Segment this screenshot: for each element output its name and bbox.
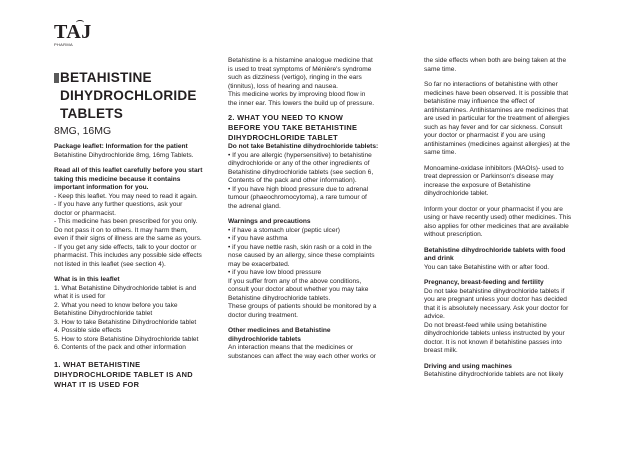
text-line: antihistamines (medicines against allergies) at the — [424, 140, 570, 148]
column-2 — [228, 57, 398, 361]
read-warning — [54, 167, 220, 193]
text-line: medicines have been observed. It is possible that — [424, 89, 569, 97]
intro-paragraph — [228, 57, 398, 108]
text-line: These groups of patients should be monitored by a — [228, 303, 377, 310]
keep-line: - If you have any further questions, ask your — [54, 201, 183, 208]
text-line: Betahistine dihydrochloride tablets (see section 6, — [228, 168, 374, 176]
text-line: that it is absolutely necessary. Ask your doctor for — [424, 304, 569, 312]
text-line: such as dizziness (vertigo), ringing in the ears — [228, 74, 362, 81]
text-line: An interaction means that the medicines or — [228, 344, 353, 351]
logo-mark: TAJ — [54, 21, 92, 43]
contents-item: what it is used for — [54, 293, 106, 300]
text-line: dihydrochloride tablets unless instructed by your — [424, 330, 565, 337]
keep-line: - Keep this leaflet. You may need to read it again. — [54, 192, 198, 200]
contents-item: 2. What you need to know before you take — [54, 301, 178, 309]
text-line: without prescription. — [424, 231, 483, 238]
text-line: tumour (phaeochromocytoma), a rare tumour of — [228, 194, 367, 201]
text-line: Betahistine dihydrochloride tablets are not likely — [424, 371, 564, 378]
text-line: Betahistine dihydrochloride tablets. — [228, 294, 331, 302]
pregnancy — [424, 279, 596, 356]
other-medicines — [228, 327, 398, 361]
text-line: breast milk. — [424, 347, 458, 354]
product-name: Betahistine Dihydrochloride 8mg, 16mg Tablets. — [54, 151, 194, 159]
paragraph — [424, 165, 596, 199]
logo-arc-icon — [76, 20, 84, 25]
text-line: consult your doctor about whether you may take — [228, 286, 369, 293]
text-line: Inform your doctor or your pharmacist if you are — [424, 205, 563, 213]
text-line: • if have a stomach ulcer (peptic ulcer) — [228, 226, 340, 234]
contents-item: 1. What Betahistine Dihydrochloride tablet is and — [54, 284, 197, 292]
taj-logo — [54, 22, 94, 52]
text-line: treat depression or Parkinson's disease may — [424, 173, 554, 180]
section-heading-line: 2. WHAT YOU NEED TO KNOW — [228, 113, 344, 122]
section-heading-line: DIHYDROCHLORIDE TABLET — [228, 133, 338, 142]
text-line: is used to treat symptoms of Ménière's syndrome — [228, 65, 372, 73]
text-line: using or have recently used) other medicines. This — [424, 214, 572, 221]
title-line: BETAHISTINE — [60, 70, 152, 85]
pregnancy-heading: Pregnancy, breast-feeding and fertility — [424, 279, 544, 286]
warnings-heading: Warnings and precautions — [228, 218, 311, 225]
text-line: nose caused by an allergy, since these complaints — [228, 252, 375, 259]
title-marker-icon — [54, 73, 59, 83]
page-title — [60, 69, 197, 123]
logo-sub: PHARMA — [54, 42, 73, 47]
title-line: DIHYDROCHLORIDE — [60, 88, 197, 103]
contents-item: 5. How to store Betahistine Dihydrochloride tablet — [54, 335, 199, 343]
text-line: Do not take betahistine dihydrochloride tablets if — [424, 287, 565, 295]
text-line: If you suffer from any of the above conditions, — [228, 277, 362, 285]
text-line: This medicine works by improving blood flow in — [228, 91, 366, 98]
text-line: dihydrochloride tablet. — [424, 190, 489, 197]
package-leaflet-heading: Package leaflet: Information for the patient — [54, 143, 188, 150]
text-line: such as hay fever and for car sickness. Consult — [424, 123, 563, 131]
keep-line: doctor or pharmacist. — [54, 209, 116, 217]
read-line: taking this medicine because it contains — [54, 175, 181, 183]
text-line: • If you are allergic (hypersensitive) to betahistine — [228, 151, 372, 159]
text-line: substances can affect the way each other works or — [228, 352, 376, 360]
text-line: antihistamines. Antihistamines are medicines that — [424, 106, 569, 114]
keep-line: even if their signs of illness are the same as yours. — [54, 235, 202, 242]
do-not-take-heading: Do not take Betahistine dihydrochloride tablets: — [228, 143, 379, 150]
keep-line: Do not pass it on to others. It may harm them, — [54, 226, 188, 234]
keep-line: pharmacist. This includes any possible side effects — [54, 252, 202, 259]
paragraph — [424, 57, 596, 74]
text-line: Contents of the pack and other information). — [228, 177, 357, 184]
contents-item: Betahistine Dihydrochloride tablet — [54, 310, 153, 317]
contents-heading: What is in this leaflet — [54, 276, 120, 283]
text-line: doctor. It is not known if betahistine passes into — [424, 338, 562, 346]
warnings-list — [228, 218, 398, 320]
driving — [424, 363, 596, 380]
food-heading: and drink — [424, 255, 454, 262]
column-3 — [424, 57, 596, 380]
other-medicines-heading: Other medicines and Betahistine — [228, 327, 331, 334]
text-line: you are pregnant unless your doctor has decided — [424, 296, 567, 303]
text-line: the side effects when both are being taken at the — [424, 57, 567, 64]
text-line: Betahistine is a histamine analogue medicine that — [228, 57, 373, 64]
read-line: important information for you. — [54, 184, 149, 191]
text-line: the inner ear. This lowers the build up of pressure. — [228, 99, 375, 107]
text-line: Monoamine-oxidase inhibitors (MAOIs)- used to — [424, 164, 564, 172]
keep-line: not listed in this leaflet (see section 4). — [54, 260, 166, 268]
text-line: • if you have low blood pressure — [228, 269, 322, 276]
driving-heading: Driving and using machines — [424, 362, 512, 370]
paragraph — [424, 81, 596, 158]
section-heading-line: WHAT IT IS USED FOR — [54, 379, 140, 389]
keep-list — [54, 193, 220, 270]
text-line: your doctor or pharmacist if you are using — [424, 132, 546, 139]
text-line: may be exacerbated. — [228, 260, 290, 268]
text-line: • if you have asthma — [228, 235, 288, 242]
contents-item: 3. How to take Betahistine Dihydrochloride tablet — [54, 318, 197, 326]
text-line: same time. — [424, 65, 457, 73]
strength: 8MG, 16MG — [54, 125, 112, 137]
section-heading-line: 1. WHAT BETAHISTINE — [54, 359, 141, 369]
text-line: the adrenal gland. — [228, 202, 281, 210]
paragraph — [424, 206, 596, 240]
text-line: dihydrochloride or any of the other ingredients of — [228, 160, 370, 167]
column-1 — [54, 22, 220, 390]
text-line: also applies for other medicines that are available — [424, 222, 569, 230]
other-medicines-heading: dihydrochloride tablets — [228, 335, 301, 343]
text-line: same time. — [424, 149, 457, 156]
contents-item: 6. Contents of the pack and other information — [54, 344, 186, 351]
text-line: betahistine may influence the effect of — [424, 98, 535, 105]
text-line: doctor during treatment. — [228, 311, 299, 319]
contents-list — [54, 276, 220, 353]
food-drink — [424, 247, 596, 273]
title-line: TABLETS — [60, 106, 124, 121]
text-line: So far no interactions of betahistine with other — [424, 81, 558, 88]
section-heading-line: BEFORE YOU TAKE BETAHISTINE — [228, 123, 358, 132]
do-not-take-list — [228, 143, 398, 211]
section-2-heading — [228, 113, 398, 143]
food-heading: Betahistine dihydrochloride tablets with food — [424, 246, 566, 254]
read-line: Read all of this leaflet carefully before you start — [54, 167, 203, 174]
text-line: advice. — [424, 313, 445, 320]
title-block — [54, 69, 220, 123]
text-line: are used in particular for the treatment of allergies — [424, 115, 570, 122]
text-line: increase the exposure of Betahistine — [424, 181, 531, 189]
text-line: You can take Betahistine with or after food. — [424, 263, 550, 271]
text-line: Do not breast-feed while using betahistine — [424, 321, 547, 329]
keep-line: - This medicine has been prescribed for you only. — [54, 218, 198, 225]
contents-item: 4. Possible side effects — [54, 327, 122, 334]
text-line: (tinnitus), loss of hearing and nausea. — [228, 82, 338, 90]
keep-line: - If you get any side effects, talk to your doctor or — [54, 243, 197, 251]
section-heading-line: DIHYDROCHLORIDE TABLET IS AND — [54, 369, 193, 379]
text-line: • If you have high blood pressure due to adrenal — [228, 185, 369, 193]
section-1-heading — [54, 360, 220, 390]
text-line: • if you have nettle rash, skin rash or a cold in the — [228, 243, 372, 251]
